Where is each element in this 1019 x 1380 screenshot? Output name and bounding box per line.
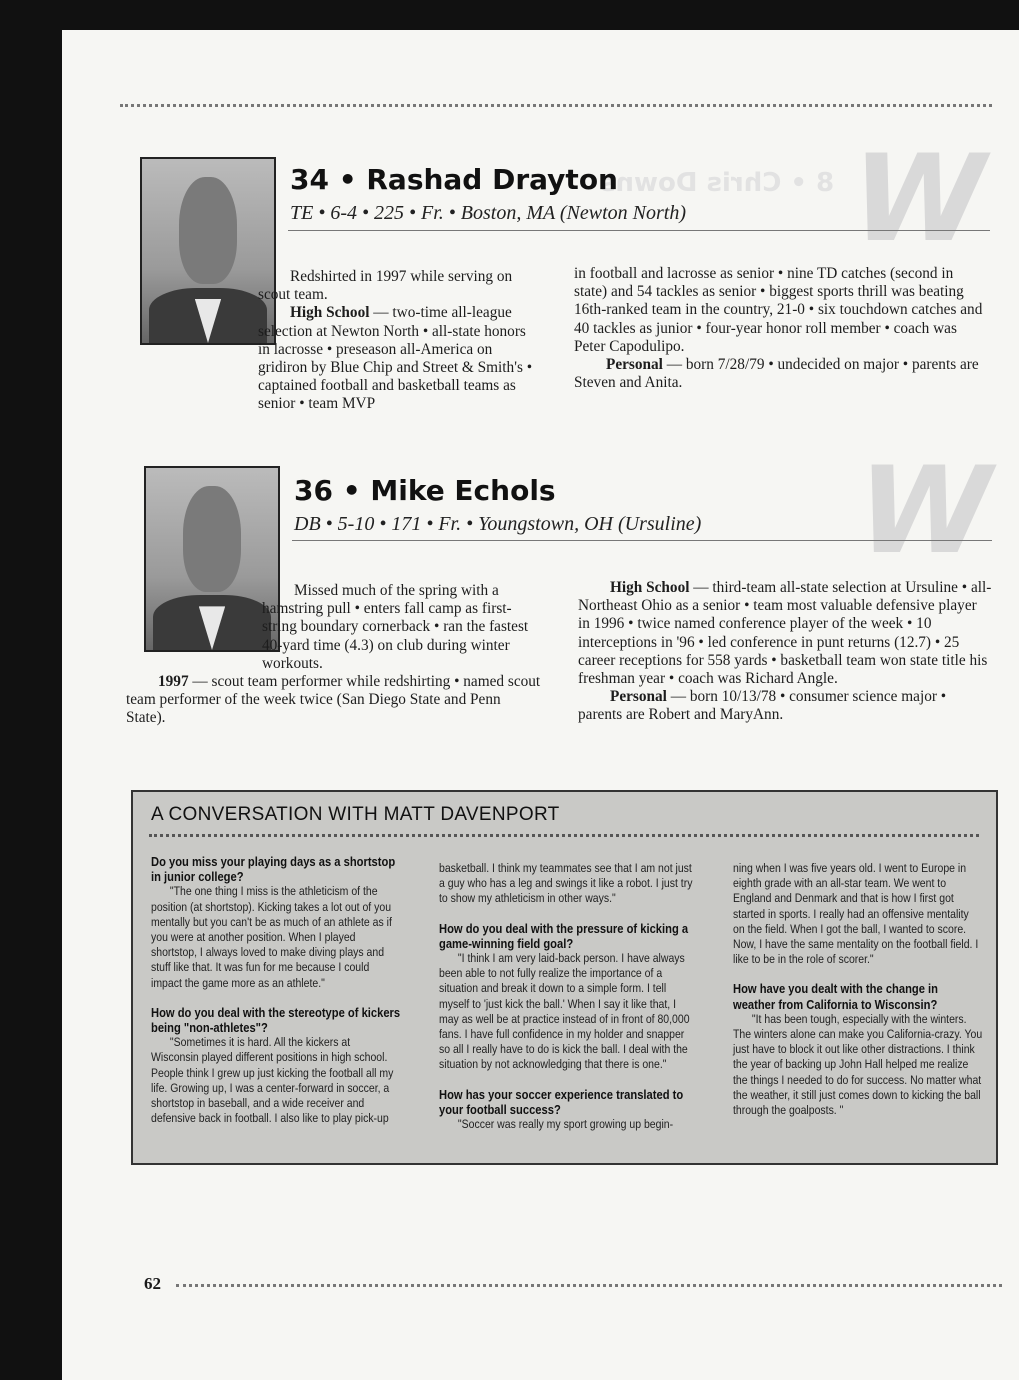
conversation-dotted-rule (149, 834, 979, 837)
answer: "The one thing I miss is the athleticism of the position (at shortstop). Kicking takes a lot out of you mentally but you can't be as much of an athlete as if you were at another position. When I played shortstop, I always loved to make diving plays and stuff like that. It was fun for me because I could impact the game more as an athlete." (151, 884, 392, 990)
answer: basketball. I think my teammates see that I am not just a guy who has a leg and swings it like a robot. I just try to show my athleticism in other ways." (439, 861, 693, 906)
answer: "It has been tough, especially with the winters. The winters alone can make you California-crazy. You just have to block it out like other distractions. I think the year of backing up John Hall helped me realize the things I needed to do for success. No matter what the weather, it still just comes down to kicking the ball through the goalposts. " (733, 1011, 983, 1118)
page-number: 62 (144, 1274, 161, 1293)
player-bio-left (126, 582, 542, 728)
bio-personal: Personal — born 7/28/79 • undecided on major • parents are Steven and Anita. (574, 356, 979, 392)
answer: "Soccer was really my sport growing up begin- (457, 1117, 674, 1132)
player-bio-right (578, 579, 992, 725)
conversation-column-1 (151, 848, 400, 1126)
conversation-column-3 (733, 861, 982, 1118)
bleed-through-text: 8 • Chris Downs (600, 168, 835, 198)
bottom-dotted-rule (176, 1284, 1002, 1287)
bio-intro: Missed much of the spring with a hamstring pull • enters fall camp as first-string boundary cornerback • ran the fastest 40-yard time (4.3) on club during winter workouts. (262, 582, 529, 672)
bio-paragraph: High School — third-team all-state selection at Ursuline • all-Northeast Ohio as a senior • team most valuable defensive player in 1996 • twice named conference player of the week • 10 interceptions in '96 • led conference in punt returns (12.7) • 25 career receptions for 558 yards • basketball team won state title his freshman year • coach was Richard Angle. (578, 579, 992, 688)
answer: ning when I was five years old. I went to Europe in eighth grade with an all-star team. We went to England and Denmark and that is how I first got started in sports. I really had an offensive mentality on the field. When I got the ball, I wanted to score. Now, I have the same mentality on the football field. I like to be in the role of scorer." (733, 861, 979, 967)
question: How has your soccer experience translated to your football success? (439, 1086, 684, 1117)
answer: "Sometimes it is hard. All the kickers at Wisconsin played different positions in high school. People think I grew up just kicking the football all my life. Growing up, I was a center-forward in soccer, a shortstop in baseball, and a wide receiver and defensive back in football. I also like to play pick-up (151, 1035, 394, 1126)
player-name: 36 • Mike Echols (294, 474, 556, 507)
player-bio-left (126, 268, 538, 414)
player-bio-right (574, 265, 990, 392)
player-rule (288, 230, 990, 231)
bio-paragraph: in football and lacrosse as senior • nine TD catches (second in state) and 54 tackles as senior • biggest sports thrill was beating 16th-ranked team in the country, 21-0 • six touchdown catches and 40 tackles as junior • four-year honor roll member • coach was Peter Capodulipo. (574, 265, 983, 355)
question: How do you deal with the stereotype of kickers being "non-athletes"? (151, 1004, 401, 1036)
answer: "I think I am very laid-back person. I have always been able to not fully realize the importance of a situation and break it down to a simple form. I tell myself to 'just kick the ball.' When I say it like that, I may as well be at practice instead of in front of 80,000 fans. I have full confidence in my holder and snapper so all I really have to do is kick the ball. I deal with the situation by not acknowledging that there is one." (439, 951, 690, 1072)
player-name: 34 • Rashad Drayton (290, 163, 618, 196)
bio-personal: Personal — born 10/13/78 • consumer science major • parents are Robert and MaryAnn. (578, 688, 947, 724)
bio-paragraph: High School — two-time all-league selection at Newton North • all-state honors in lacrosse • preseason all-America on gridiron by Blue Chip and Street & Smith's • captained football and basketball teams as senior • team MVP (258, 304, 533, 413)
w-logo-watermark: W (843, 442, 1006, 581)
top-dotted-rule (120, 104, 992, 107)
player-info: DB • 5-10 • 171 • Fr. • Youngstown, OH (Ursuline) (294, 513, 702, 535)
bio-intro: Redshirted in 1997 while serving on scout team. (258, 268, 513, 304)
conversation-title: A CONVERSATION WITH MATT DAVENPORT (151, 804, 560, 825)
w-logo-watermark: W (837, 130, 1000, 269)
conversation-box (131, 790, 998, 1165)
question: How do you deal with the pressure of kicking a game-winning field goal? (439, 920, 689, 951)
player-rule (292, 540, 992, 541)
question: Do you miss your playing days as a shortstop in junior college? (151, 854, 396, 885)
player-info: TE • 6-4 • 225 • Fr. • Boston, MA (Newton North) (290, 202, 686, 224)
bio-paragraph: 1997 — scout team performer while redshirting • named scout team performer of the week twice (San Diego State and Penn State). (126, 673, 541, 727)
question: How have you dealt with the change in weather from California to Wisconsin? (733, 981, 939, 1012)
conversation-column-2 (439, 861, 694, 1132)
